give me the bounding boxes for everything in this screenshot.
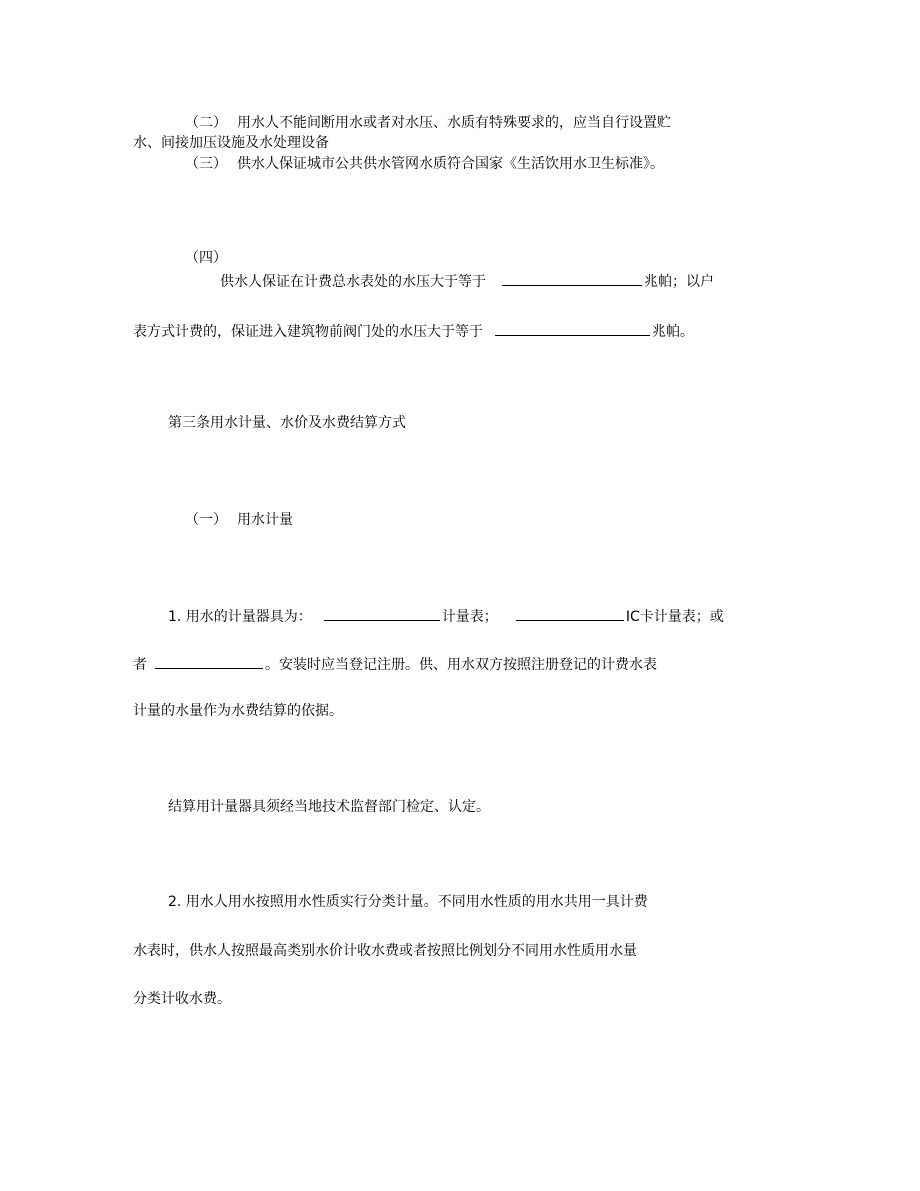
point-2-text-b: 水表时，供水人按照最高类别水价计收水费或者按照比例划分不同用水性质用水量 bbox=[133, 943, 637, 959]
item-4-text-a: 供水人保证在计费总水表处的水压大于等于 bbox=[220, 274, 486, 290]
item-4-line-2 bbox=[133, 321, 694, 341]
pressure-main-meter-blank[interactable] bbox=[502, 271, 642, 286]
sub-1-line bbox=[185, 511, 293, 529]
meter-type-blank[interactable] bbox=[324, 606, 440, 621]
item-2-line-2 bbox=[133, 134, 329, 152]
point-1-text-c: 计量的水量作为水费结算的依据。 bbox=[133, 703, 343, 719]
sub-1-title: 用水计量 bbox=[237, 512, 293, 528]
point-1-line-1 bbox=[168, 606, 724, 626]
item-3-label: （三） bbox=[185, 156, 227, 172]
item-2-text-b: 水、间接加压设施及水处理设备 bbox=[133, 135, 329, 151]
point-1-text-b-pre: 者 bbox=[133, 657, 147, 673]
item-4-text-b: 表方式计费的，保证进入建筑物前阀门处的水压大于等于 bbox=[133, 324, 483, 340]
item-2-line-1 bbox=[185, 114, 671, 132]
ic-meter-blank[interactable] bbox=[516, 606, 624, 621]
point-1-meter-a: 计量表； bbox=[441, 609, 498, 625]
item-2-text-a: 用水人不能间断用水或者对水压、水质有特殊要求的，应当自行设置贮 bbox=[237, 115, 671, 131]
item-4-line-1 bbox=[220, 271, 714, 291]
point-1-text-a: 1. 用水的计量器具为： bbox=[168, 609, 312, 625]
item-2-label: （二） bbox=[185, 115, 227, 131]
item-4-unit-a: 兆帕；以户 bbox=[644, 274, 714, 290]
item-3-text: 供水人保证城市公共供水管网水质符合国家《生活饮用水卫生标准》。 bbox=[237, 156, 664, 172]
point-1-meter-b: IC卡计量表；或 bbox=[625, 609, 724, 625]
article-3-heading-text: 第三条用水计量、水价及水费结算方式 bbox=[168, 415, 406, 431]
article-3-heading bbox=[168, 414, 406, 432]
point-2-line-2 bbox=[133, 942, 637, 960]
point-1-text-d: 结算用计量器具须经当地技术监督部门检定、认定。 bbox=[168, 799, 490, 815]
other-meter-blank[interactable] bbox=[155, 654, 263, 669]
point-1-line-4 bbox=[168, 798, 490, 816]
point-2-text-a: 2. 用水人用水按照用水性质实行分类计量。不同用水性质的用水共用一具计费 bbox=[168, 894, 648, 910]
pressure-valve-blank[interactable] bbox=[495, 321, 650, 336]
item-3-line bbox=[185, 155, 664, 173]
point-2-text-c: 分类计收水费。 bbox=[133, 991, 231, 1007]
point-1-text-b-post: 。安装时应当登记注册。供、用水双方按照注册登记的计费水表 bbox=[265, 657, 657, 673]
point-1-line-2 bbox=[133, 654, 657, 674]
item-4-unit-b: 兆帕。 bbox=[652, 324, 694, 340]
point-2-line-1 bbox=[168, 893, 648, 911]
item-4-label: （四） bbox=[185, 250, 227, 266]
point-1-line-3 bbox=[133, 702, 343, 720]
sub-1-label: （一） bbox=[185, 512, 227, 528]
point-2-line-3 bbox=[133, 990, 231, 1008]
item-4-label-line bbox=[185, 249, 227, 267]
